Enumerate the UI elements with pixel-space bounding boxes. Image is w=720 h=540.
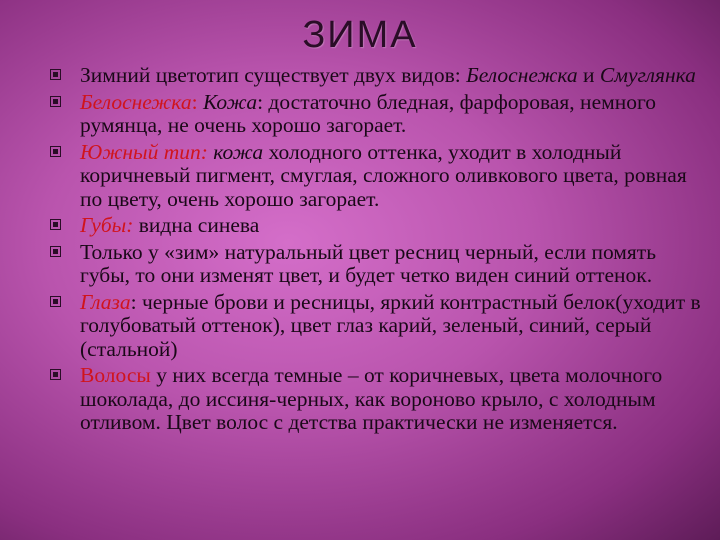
square-bullet-icon <box>50 369 61 380</box>
bullet-item <box>50 291 710 362</box>
square-bullet-icon <box>50 69 61 80</box>
bullet-highlight: : <box>191 89 203 114</box>
bullet-text: у них всегда темные – от коричневых, цвета молочного шоколада, до иссиня-черных, как вороново крыло, с холодным отливом. Цвет волос с детства практически не изменяется. <box>80 363 663 434</box>
bullet-text: Только у «зим» натуральный цвет ресниц черный, если помять губы, то они изменят цвет, и будет четко виден синий оттенок. <box>80 239 656 287</box>
bullet-text: : черные брови и ресницы, яркий контрастный белок(уходит в голубоватый оттенок), цвет глаз карий, зеленый, синий, серый (стальной) <box>80 289 701 361</box>
bullet-highlight: Губы: <box>80 213 134 237</box>
slide-title: ЗИМА <box>302 14 418 56</box>
bullet-text-italic: Смуглянка <box>599 63 696 87</box>
bullet-text-italic: кожа <box>213 139 264 164</box>
bullet-item <box>50 91 710 138</box>
bullet-text-italic: Белоснежка <box>466 63 578 87</box>
bullet-text: и <box>577 63 600 87</box>
bullet-item <box>50 141 710 212</box>
bullet-text: холодного оттенка, уходит в холодный коричневый пигмент, смуглая, сложного оливкового цвета, ровная по цвету, очень хорошо загорает. <box>80 139 687 211</box>
bullet-item <box>50 64 710 88</box>
square-bullet-icon <box>50 219 61 230</box>
bullet-text: видна синева <box>133 213 260 237</box>
bullet-text: : достаточно бледная, фарфоровая, немного румянца, не очень хорошо загорает. <box>80 89 657 137</box>
bullet-highlight: Белоснежка <box>80 89 192 114</box>
bullet-text: Зимний цветотип существует двух видов: <box>80 63 467 87</box>
bullet-text-italic: Кожа <box>202 89 258 114</box>
square-bullet-icon <box>50 146 61 157</box>
bullet-list <box>50 64 710 438</box>
square-bullet-icon <box>50 296 61 307</box>
square-bullet-icon <box>50 246 61 257</box>
bullet-item <box>50 364 710 435</box>
bullet-highlight: Южный тип: <box>80 139 214 164</box>
bullet-highlight: Волосы <box>80 363 151 387</box>
bullet-item <box>50 241 710 288</box>
bullet-item <box>50 214 710 238</box>
square-bullet-icon <box>50 96 61 107</box>
bullet-highlight: Глаза <box>80 289 131 314</box>
